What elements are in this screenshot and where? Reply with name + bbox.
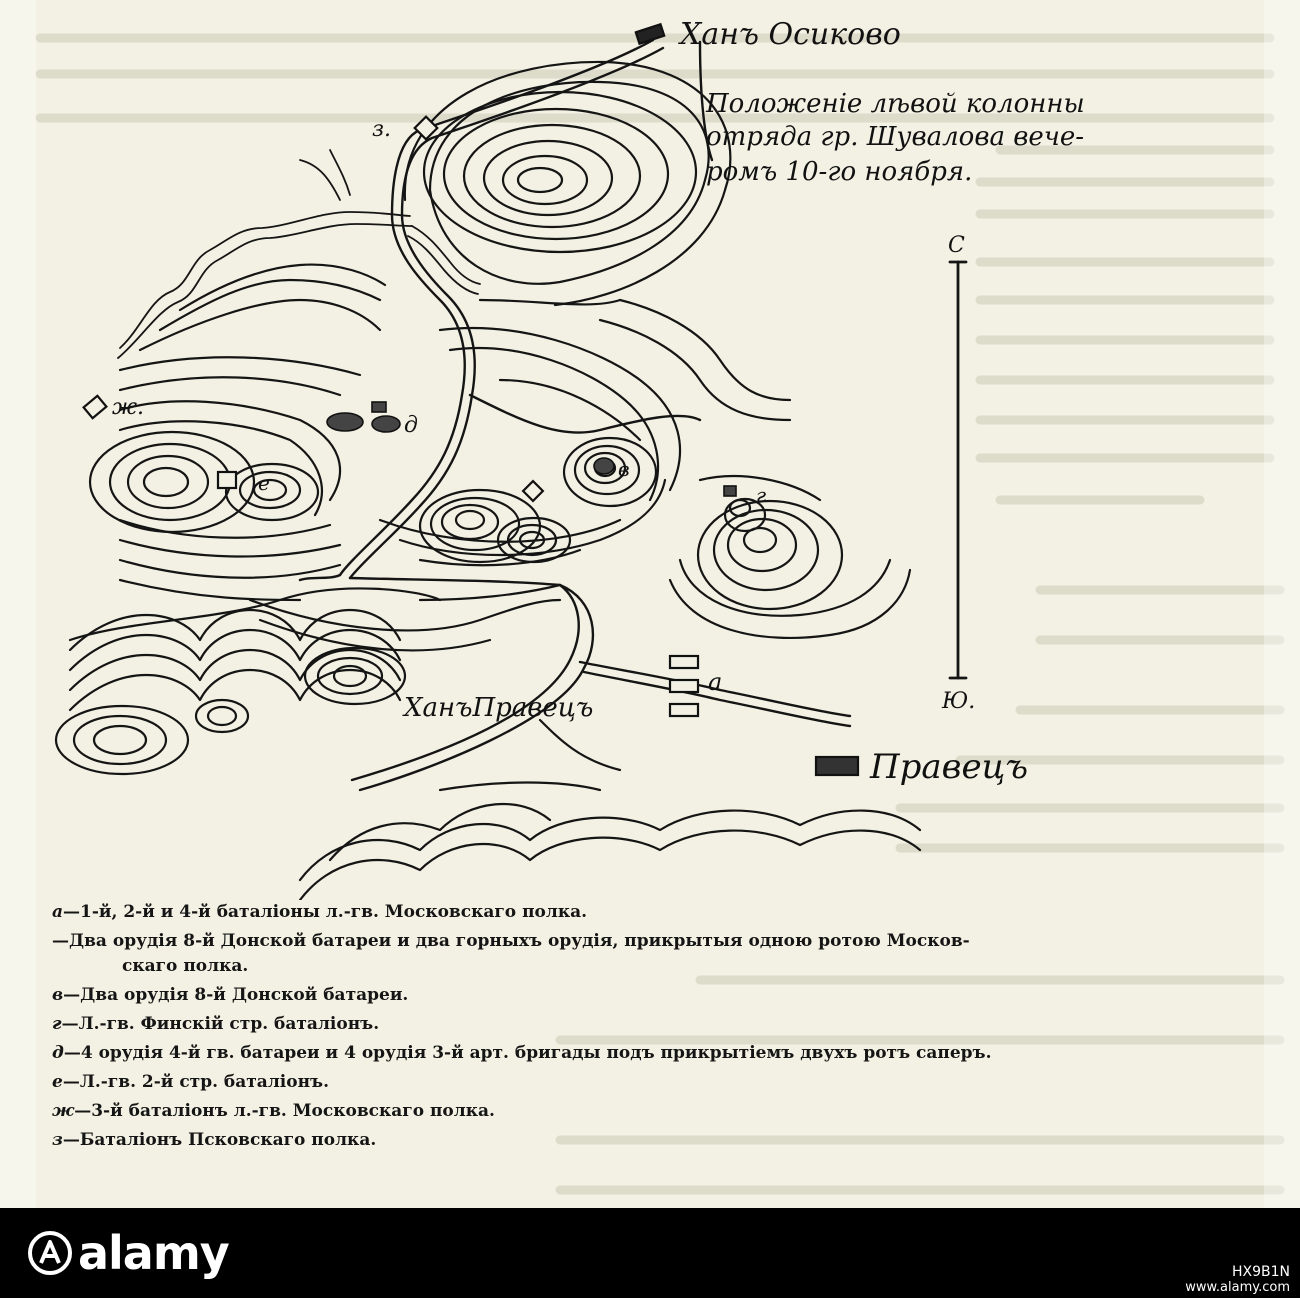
map-legend [52, 898, 1272, 1155]
label-d: д [404, 413, 418, 438]
hill-east-contours [670, 476, 910, 638]
hills-west-contours [90, 265, 385, 600]
alamy-logo[interactable] [28, 1226, 229, 1280]
position-marker-a3 [670, 704, 698, 716]
image-id: HX9B1N [1231, 1264, 1290, 1280]
legend-row-g: г—Л.-гв. Финскій стр. баталіонъ. [52, 1014, 380, 1034]
map-title-line-1: Положенiе лѣвой колонны [706, 89, 1085, 119]
label-v: в [618, 457, 630, 481]
hills-center-contours [380, 300, 790, 600]
ridges-south-contours [56, 588, 560, 774]
site-url[interactable]: www.alamy.com [1185, 1280, 1290, 1295]
legend-row-d: д—4 орудія 4-й гв. батареи и 4 орудія 3-й арт. бригады подъ прикрытіемъ двухъ ротъ саперъ. [52, 1043, 992, 1063]
watermark-footer [0, 1208, 1300, 1298]
position-marker-pravets [816, 757, 858, 775]
label-a: а [708, 668, 723, 696]
label-g: г [756, 483, 767, 507]
brand-name: alamy [78, 1226, 229, 1280]
position-marker-khan-osikovo [636, 24, 664, 43]
alamy-a-icon [28, 1231, 72, 1275]
hill-north-contours [405, 62, 731, 305]
position-marker-a2 [670, 680, 698, 692]
legend-row-b-cont: скаго полка. [122, 956, 249, 976]
position-marker-a1 [670, 656, 698, 668]
ridges-pravets-contours [300, 720, 920, 900]
label-zh: ж. [112, 395, 145, 420]
legend-row-z: з—Баталіонъ Псковскаго полка. [52, 1130, 377, 1150]
legend-row-a: а—1-й, 2-й и 4-й баталіоны л.-гв. Московскаго полка. [52, 902, 588, 922]
label-khan-pravets: ХанъПравецъ [404, 693, 594, 723]
map-title-line-3: ромъ 10-го ноября. [706, 157, 973, 187]
label-e: е [258, 471, 270, 495]
position-marker-zh [84, 396, 107, 418]
legend-row-e: е—Л.-гв. 2-й стр. баталіонъ. [52, 1072, 330, 1092]
compass-line [950, 262, 966, 678]
map-title-line-2: отряда гр. Шувалова вече- [706, 122, 1085, 152]
compass-north: С [948, 233, 965, 258]
legend-row-b: —Два орудія 8-й Донской батареи и два горныхъ орудія, прикрытыя одною ротою Москов- [52, 931, 970, 951]
legend-row-zh: ж—3-й баталіонъ л.-гв. Московскаго полка. [52, 1101, 495, 1121]
label-pravets: Правецъ [870, 747, 1028, 787]
legend-row-v: в—Два орудія 8-й Донской батареи. [52, 985, 409, 1005]
label-z: з. [372, 117, 391, 142]
compass-south: Ю. [942, 689, 976, 714]
label-khan-osikovo: Ханъ Осиково [680, 17, 901, 52]
position-marker-e [218, 472, 236, 488]
position-marker-b [523, 481, 543, 501]
